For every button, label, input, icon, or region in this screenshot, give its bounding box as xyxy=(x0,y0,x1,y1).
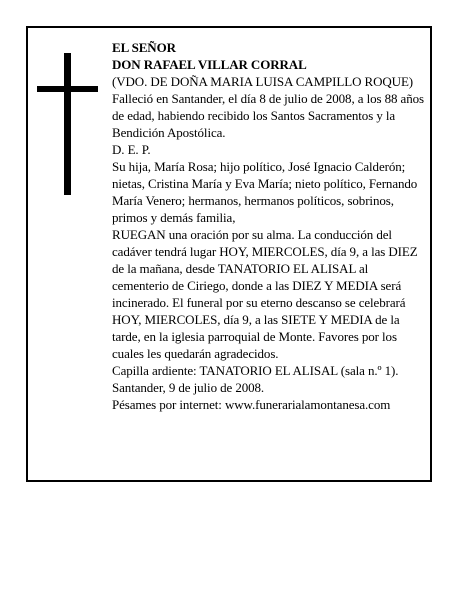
death-paragraph: Falleció en Santander, el día 8 de julio de 2008, a los 88 años de edad, habiendo recibido los Santos Sacramentos y la Bendición Apostólica. xyxy=(112,91,424,140)
heading-title: EL SEÑOR xyxy=(112,40,176,55)
dep-line: D. E. P. xyxy=(112,142,151,157)
cross-horizontal-bar xyxy=(37,86,98,92)
deceased-name: DON RAFAEL VILLAR CORRAL xyxy=(112,57,307,72)
request-paragraph: RUEGAN una oración por su alma. La conducción del cadáver tendrá lugar HOY, MIERCOLES, día 9, a las DIEZ de la mañana, desde TANATORIO EL ALISAL al cementerio de Ciriego, donde a las DIEZ Y MEDIA será incinerado. El funeral por su eterno descanso se celebrará HOY, MIERCOLES, día 9, a las SIETE Y MEDIA de la tarde, en la iglesia parroquial de Monte. Favores por los cuales les quedarán agradecidos. xyxy=(112,227,418,361)
date-line: Santander, 9 de julio de 2008. xyxy=(112,380,265,395)
widow-line: (VDO. DE DOÑA MARIA LUISA CAMPILLO ROQUE) xyxy=(112,74,414,89)
chapel-line: Capilla ardiente: TANATORIO EL ALISAL (sala n.º 1). xyxy=(112,363,399,378)
cross-vertical-bar xyxy=(64,53,71,195)
family-paragraph: Su hija, María Rosa; hijo político, José Ignacio Calderón; nietas, Cristina María y Eva María; nieto político, Fernando María Venero; hermanos, hermanos políticos, sobrinos, primos y demás familia, xyxy=(112,159,418,225)
condolences-line: Pésames por internet: www.funerarialamontanesa.com xyxy=(112,397,391,412)
obituary-text xyxy=(112,39,424,413)
